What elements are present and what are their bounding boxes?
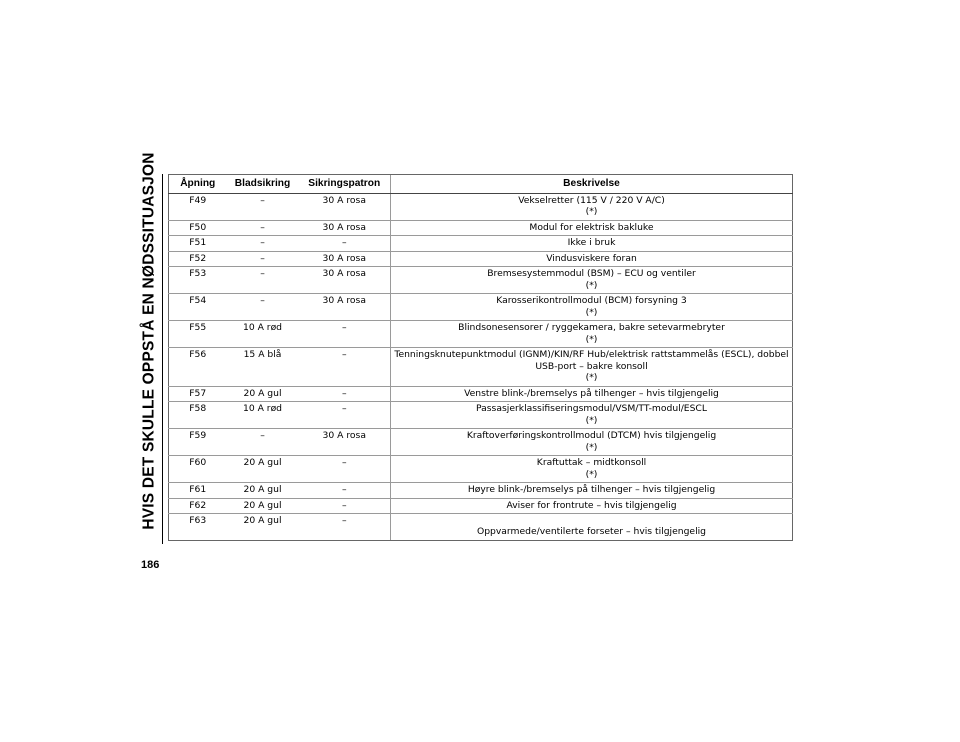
description-line: USB-port – bakre konsoll — [535, 360, 648, 372]
fuse-table — [168, 174, 793, 541]
cell-blade-fuse: – — [227, 220, 299, 236]
description-line: (*) — [585, 414, 598, 426]
cell-cartridge-fuse: – — [299, 386, 391, 402]
cell-opening: F49 — [169, 193, 227, 220]
cell-cartridge-fuse: – — [299, 402, 391, 429]
description-line: Vindusviskere foran — [546, 252, 637, 264]
page-number: 186 — [141, 559, 160, 571]
description-line: Kraftuttak – midtkonsoll — [536, 457, 647, 468]
cell-blade-fuse: 20 A gul — [227, 498, 299, 514]
cell-blade-fuse: – — [227, 294, 299, 321]
description-line: Venstre blink-/bremselys på tilhenger – hvis tilgjengelig — [464, 387, 719, 399]
description-line: Modul for elektrisk bakluke — [529, 221, 654, 233]
cell-description — [391, 267, 793, 294]
description-line: Aviser for frontrute – hvis tilgjengelig — [506, 499, 677, 511]
cell-cartridge-fuse: 30 A rosa — [299, 267, 391, 294]
cell-cartridge-fuse: – — [299, 483, 391, 499]
table-row — [169, 429, 793, 456]
description-line: (*) — [585, 468, 598, 480]
cell-cartridge-fuse: – — [299, 498, 391, 514]
cell-blade-fuse: 15 A blå — [227, 348, 299, 387]
header-cartridge-fuse: Sikringspatron — [299, 175, 391, 194]
section-title-text: HVIS DET SKULLE OPPSTÅ EN NØDSSITUASJON — [141, 152, 159, 530]
cell-blade-fuse: – — [227, 429, 299, 456]
cell-blade-fuse: – — [227, 193, 299, 220]
cell-opening: F58 — [169, 402, 227, 429]
cell-description — [391, 220, 793, 236]
cell-cartridge-fuse: 30 A rosa — [299, 429, 391, 456]
description-line: Tenningsknutepunktmodul (IGNM)/KIN/RF Hub/elektrisk rattstammelås (ESCL), dobbel — [394, 349, 789, 360]
section-side-title — [139, 152, 161, 530]
side-divider — [162, 174, 163, 544]
cell-opening: F60 — [169, 456, 227, 483]
cell-description — [391, 514, 793, 541]
description-line: Oppvarmede/ventilerte forseter – hvis tilgjengelig — [476, 526, 707, 537]
cell-opening: F57 — [169, 386, 227, 402]
cell-opening: F52 — [169, 251, 227, 267]
table-row — [169, 498, 793, 514]
description-line: Kraftoverføringskontrollmodul (DTCM) hvis tilgjengelig — [466, 430, 717, 441]
cell-blade-fuse: 10 A rød — [227, 321, 299, 348]
cell-opening: F53 — [169, 267, 227, 294]
cell-cartridge-fuse: – — [299, 514, 391, 541]
cell-description — [391, 483, 793, 499]
cell-cartridge-fuse: – — [299, 456, 391, 483]
description-line: (*) — [585, 372, 598, 383]
table-row — [169, 348, 793, 387]
cell-blade-fuse: – — [227, 251, 299, 267]
description-line: (*) — [585, 306, 598, 318]
cell-description — [391, 294, 793, 321]
cell-cartridge-fuse: 30 A rosa — [299, 251, 391, 267]
cell-opening: F54 — [169, 294, 227, 321]
cell-opening: F55 — [169, 321, 227, 348]
header-row — [169, 175, 793, 194]
cell-opening: F51 — [169, 236, 227, 252]
fuse-table-header — [169, 175, 793, 194]
description-line: (*) — [585, 441, 598, 453]
description-line: Høyre blink-/bremselys på tilhenger – hvis tilgjengelig — [467, 484, 716, 495]
cell-description — [391, 251, 793, 267]
table-row — [169, 386, 793, 402]
table-row — [169, 267, 793, 294]
cell-description — [391, 402, 793, 429]
cell-opening: F50 — [169, 220, 227, 236]
cell-opening: F63 — [169, 514, 227, 541]
description-line: Vekselretter (115 V / 220 V A/C) — [518, 194, 665, 206]
cell-cartridge-fuse: – — [299, 348, 391, 387]
cell-opening: F59 — [169, 429, 227, 456]
table-row — [169, 321, 793, 348]
table-row — [169, 456, 793, 483]
table-row — [169, 251, 793, 267]
header-blade-fuse: Bladsikring — [227, 175, 299, 194]
cell-cartridge-fuse: 30 A rosa — [299, 220, 391, 236]
cell-description — [391, 348, 793, 387]
cell-blade-fuse: 20 A gul — [227, 456, 299, 483]
cell-description — [391, 498, 793, 514]
cell-opening: F61 — [169, 483, 227, 499]
table-row — [169, 402, 793, 429]
header-opening: Åpning — [169, 175, 227, 194]
cell-description — [391, 236, 793, 252]
description-line: Karosserikontrollmodul (BCM) forsyning 3 — [496, 295, 687, 306]
cell-cartridge-fuse: – — [299, 236, 391, 252]
table-row — [169, 193, 793, 220]
cell-opening: F62 — [169, 498, 227, 514]
fuse-table-body — [169, 193, 793, 540]
table-row — [169, 294, 793, 321]
cell-description — [391, 429, 793, 456]
cell-description — [391, 386, 793, 402]
cell-description — [391, 193, 793, 220]
description-line: (*) — [585, 206, 598, 217]
cell-blade-fuse: – — [227, 236, 299, 252]
description-line: Blindsonesensorer / ryggekamera, bakre setevarmebryter — [458, 322, 725, 333]
description-line: Passasjerklassifiseringsmodul/VSM/TT-modul/ESCL — [476, 403, 707, 414]
cell-description — [391, 321, 793, 348]
cell-cartridge-fuse: – — [299, 321, 391, 348]
cell-blade-fuse: 20 A gul — [227, 386, 299, 402]
cell-opening: F56 — [169, 348, 227, 387]
table-row — [169, 220, 793, 236]
cell-blade-fuse: 20 A gul — [227, 514, 299, 541]
header-description: Beskrivelse — [391, 175, 793, 194]
cell-cartridge-fuse: 30 A rosa — [299, 193, 391, 220]
table-row — [169, 483, 793, 499]
cell-description — [391, 456, 793, 483]
table-row — [169, 236, 793, 252]
description-line: (*) — [585, 279, 598, 291]
table-row — [169, 514, 793, 541]
cell-blade-fuse: – — [227, 267, 299, 294]
description-line: Bremsesystemmodul (BSM) – ECU og ventiler — [487, 268, 696, 279]
description-line: Ikke i bruk — [567, 237, 616, 248]
cell-blade-fuse: 20 A gul — [227, 483, 299, 499]
description-line: (*) — [585, 333, 598, 345]
cell-cartridge-fuse: 30 A rosa — [299, 294, 391, 321]
cell-blade-fuse: 10 A rød — [227, 402, 299, 429]
